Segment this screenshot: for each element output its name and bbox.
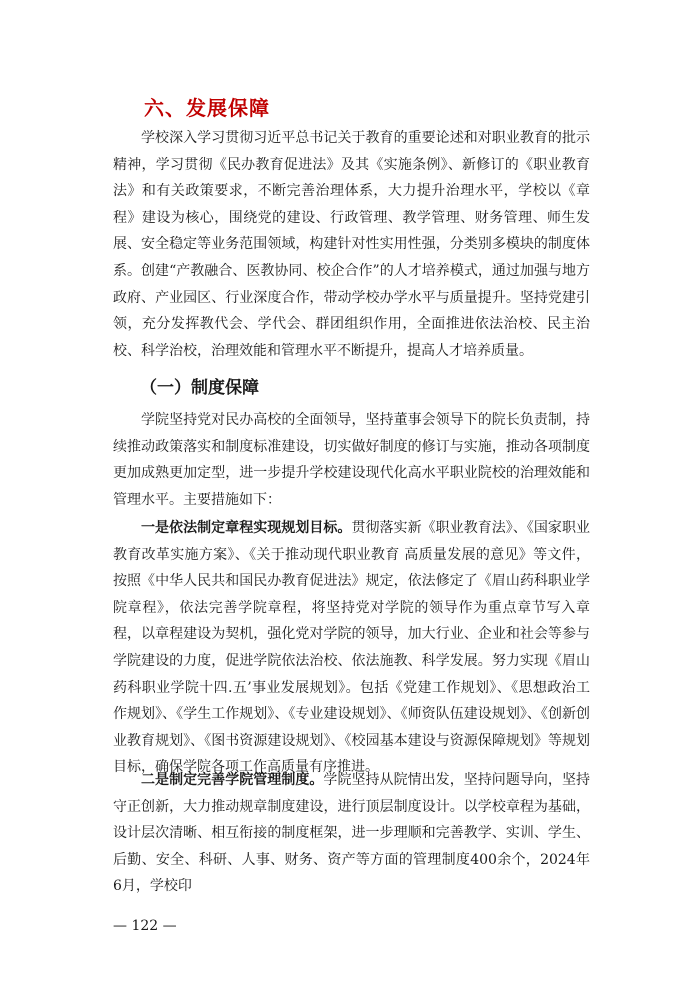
measure-2-lead: 二是制定完善学院管理制度。 [141, 772, 324, 788]
sub-intro-paragraph: 学院坚持党对民办高校的全面领导，坚持董事会领导下的院长负责制，持续推动政策落实和制度标准建设，切实做好制度的修订与实施，推动各项制度更加成熟更加定型，进一步提升学校建设现代化高水平职业院校的治理效能和管理水平。主要措施如下： [113, 412, 590, 508]
page-number: — 122 — [113, 918, 177, 934]
measure-1-body: 贯彻落实新《职业教育法》、《国家职业教育改革实施方案》、《关于推动现代职业教育 高质量发展的意见》等文件，按照《中华人民共和国民办教育促进法》规定，依法修定了《眉山药科职业学院章程》，依法完善学院章程，将坚持党对学院的领导作为重点章节写入章程，以章程建设为契机，强化党对学院的领导，加大行业、企业和社会等参与学院建设的力度，促进学院依法治校、依法施教、科学发展。努力实现《眉山药科职业学院十四.五’事业发展规划》。包括《党建工作规划》、《思想政治工作规划》、《学生工作规划》、《专业建设规划》、《师资队伍建设规划》、《创新创业教育规划》、《图书资源建设规划》、《校园基本建设与资源保障规划》等规划目标，确保学院各项工作高质量有序推进。 [113, 520, 590, 776]
measure-2-body: 学院坚持从院情出发，坚持问题导向，坚持守正创新，大力推动规章制度建设，进行顶层制度设计。以学校章程为基础，设计层次清晰、相互衔接的制度框架，进一步理顺和完善教学、实训、学生、后勤、安全、科研、人事、财务、资产等方面的管理制度400余个，2024年6月，学校印 [113, 772, 591, 895]
intro-paragraph: 学校深入学习贯彻习近平总书记关于教育的重要论述和对职业教育的批示精神，学习贯彻《民办教育促进法》及其《实施条例》、新修订的《职业教育法》和有关政策要求，不断完善治理体系，大力提升治理水平，学校以《章程》建设为核心，围绕党的建设、行政管理、教学管理、财务管理、师生发展、安全稳定等业务范围领域，构建针对性实用性强，分类别多模块的制度体系。创建“产教融合、医教协同、校企合作”的人才培养模式，通过加强与地方政府、产业园区、行业深度合作，带动学校办学水平与质量提升。坚持党建引领，充分发挥教代会、学代会、群团组织作用，全面推进依法治校、民主治校、科学治校，治理效能和管理水平不断提升，提高人才培养质量。 [113, 130, 590, 359]
measure-2-paragraph [113, 767, 590, 900]
measure-1-lead: 一是依法制定章程实现规划目标。 [141, 520, 352, 536]
measure-1-paragraph [113, 515, 590, 781]
subsection-title: （一）制度保障 [140, 378, 259, 398]
section-title: 六、发展保障 [144, 96, 270, 120]
